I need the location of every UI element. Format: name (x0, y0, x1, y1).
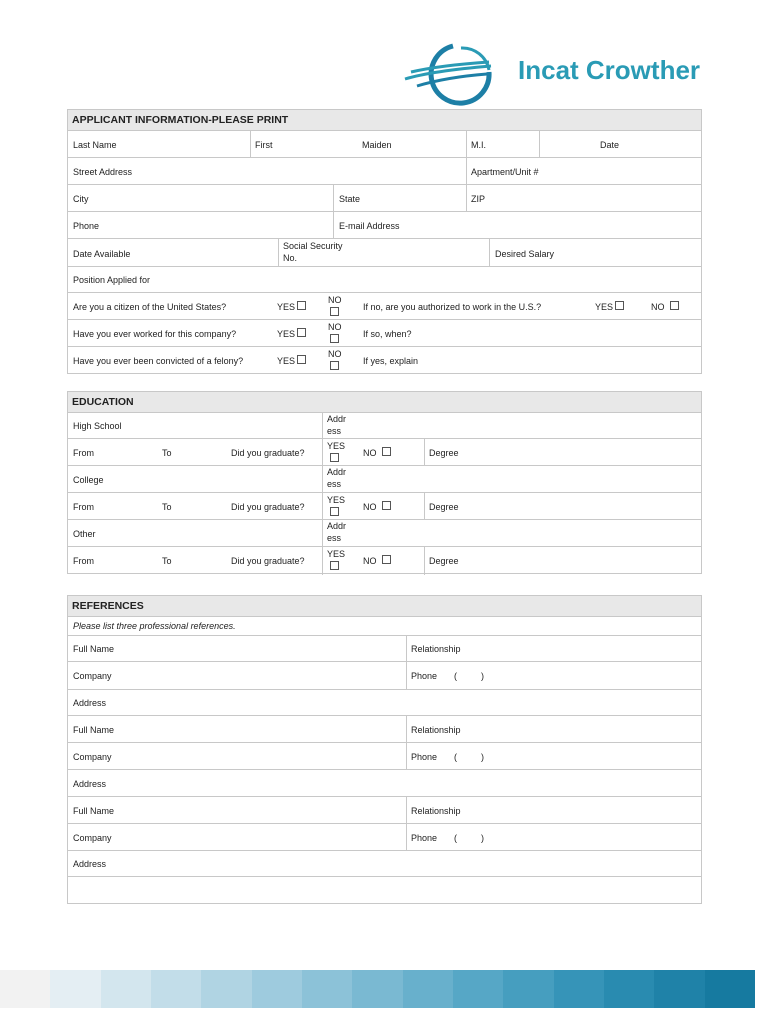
ref3-address-row (68, 851, 701, 877)
ref1-company-label: Company (73, 671, 112, 681)
availability-row (68, 239, 701, 267)
citizen-row (68, 293, 701, 320)
ref3-address-blank-row (68, 877, 701, 905)
ref1-address-label: Address (73, 698, 107, 708)
ref3-phone-paren-open: ( (454, 833, 457, 843)
footer-color-block (604, 970, 655, 1008)
date-available-label: Date Available (73, 249, 131, 259)
hs-no-label: NO (363, 448, 377, 458)
hs-graduate-question: Did you graduate? (231, 448, 305, 458)
references-section-title: REFERENCES (68, 596, 701, 617)
ref2-phone-paren-open: ( (454, 752, 457, 762)
street-row (68, 158, 701, 185)
ref2-name-row (68, 716, 701, 743)
worked-row (68, 320, 701, 347)
other-yes-checkbox[interactable] (330, 561, 339, 570)
worked-yes-checkbox[interactable] (297, 328, 306, 337)
when-question: If so, when? (363, 329, 412, 339)
email-label: E-mail Address (339, 221, 400, 231)
college-no-label: NO (363, 502, 377, 512)
college-label: College (73, 475, 104, 485)
ssn-label-line1: Social Security (283, 241, 343, 251)
last-name-label: Last Name (73, 140, 117, 150)
citizen-no-label: NO (328, 295, 342, 305)
citizen-yes-label: YES (277, 302, 296, 312)
position-row (68, 267, 701, 293)
felony-yes-label: YES (277, 356, 296, 366)
explain-label: If yes, explain (363, 356, 419, 366)
ref2-phone-paren-close: ) (481, 752, 484, 762)
ref3-relationship-label: Relationship (411, 806, 461, 816)
company-logo (403, 42, 495, 106)
footer-color-block (0, 970, 51, 1008)
applicant-section-title: APPLICANT INFORMATION-PLEASE PRINT (68, 110, 701, 131)
other-no-checkbox[interactable] (382, 555, 391, 564)
other-yes-label: YES (327, 549, 346, 559)
ref1-address-row (68, 690, 701, 716)
other-school-label: Other (73, 529, 96, 539)
ref1-company-row (68, 662, 701, 690)
hs-no-checkbox[interactable] (382, 447, 391, 456)
college-degree-label: Degree (429, 502, 459, 512)
footer-color-block (403, 970, 454, 1008)
worked-no-checkbox[interactable] (330, 334, 339, 343)
maiden-label: Maiden (362, 140, 392, 150)
worked-yes-label: YES (277, 329, 296, 339)
ref3-phone-paren-close: ) (481, 833, 484, 843)
authorized-question: If no, are you authorized to work in the U.S.? (363, 302, 542, 312)
college-to-label: To (162, 502, 172, 512)
footer-color-block (101, 970, 152, 1008)
high-school-dates-row (68, 439, 701, 466)
citizen-question: Are you a citizen of the United States? (73, 302, 227, 312)
high-school-label: High School (73, 421, 122, 431)
ref3-phone-label: Phone (411, 833, 438, 843)
college-row (68, 466, 701, 493)
city-row (68, 185, 701, 212)
references-note: Please list three professional references. (73, 621, 236, 631)
felony-no-checkbox[interactable] (330, 361, 339, 370)
footer-color-block (554, 970, 605, 1008)
felony-question: Have you ever been convicted of a felony? (73, 356, 244, 366)
other-address-label-1: Addr (327, 521, 347, 531)
hs-from-label: From (73, 448, 94, 458)
middle-initial-label: M.I. (471, 140, 486, 150)
worked-question: Have you ever worked for this company? (73, 329, 237, 339)
footer-color-block (302, 970, 353, 1008)
college-yes-checkbox[interactable] (330, 507, 339, 516)
authorized-yes-label: YES (595, 302, 614, 312)
college-address-label-2: ess (327, 479, 342, 489)
footer-color-block (151, 970, 202, 1008)
footer-color-block (503, 970, 554, 1008)
brand-name: Incat Crowther (518, 55, 701, 85)
college-graduate-question: Did you graduate? (231, 502, 305, 512)
education-section (67, 391, 702, 574)
ssn-label-line2: No. (283, 253, 298, 263)
other-address-label-2: ess (327, 533, 342, 543)
ref1-phone-paren-open: ( (454, 671, 457, 681)
references-section (67, 595, 702, 904)
felony-no-label: NO (328, 349, 342, 359)
zip-label: ZIP (471, 194, 486, 204)
ref1-full-name-label: Full Name (73, 644, 115, 654)
logo-emblem-icon (403, 42, 495, 106)
desired-salary-label: Desired Salary (495, 249, 555, 259)
ref3-company-label: Company (73, 833, 112, 843)
ref3-company-row (68, 824, 701, 851)
college-dates-row (68, 493, 701, 520)
footer-color-block (654, 970, 705, 1008)
citizen-yes-checkbox[interactable] (297, 301, 306, 310)
other-graduate-question: Did you graduate? (231, 556, 305, 566)
name-row (68, 131, 701, 158)
college-from-label: From (73, 502, 94, 512)
ref2-address-row (68, 770, 701, 797)
ref3-name-row (68, 797, 701, 824)
ref3-full-name-label: Full Name (73, 806, 115, 816)
other-to-label: To (162, 556, 172, 566)
first-name-label: First (255, 140, 273, 150)
date-label: Date (600, 140, 620, 150)
other-degree-label: Degree (429, 556, 459, 566)
street-address-label: Street Address (73, 167, 133, 177)
footer-color-block (705, 970, 756, 1008)
other-school-row (68, 520, 701, 547)
other-no-label: NO (363, 556, 377, 566)
ref1-phone-paren-close: ) (481, 671, 484, 681)
ref2-relationship-label: Relationship (411, 725, 461, 735)
ref2-company-label: Company (73, 752, 112, 762)
city-label: City (73, 194, 89, 204)
high-school-row (68, 413, 701, 439)
worked-no-label: NO (328, 322, 342, 332)
high-school-address-label-1: Addr (327, 414, 347, 424)
footer-color-block (201, 970, 252, 1008)
footer-color-block (252, 970, 303, 1008)
felony-row (68, 347, 701, 375)
other-dates-row (68, 547, 701, 575)
hs-degree-label: Degree (429, 448, 459, 458)
ref1-relationship-label: Relationship (411, 644, 461, 654)
phone-label: Phone (73, 221, 100, 231)
hs-yes-checkbox[interactable] (330, 453, 339, 462)
education-section-title: EDUCATION (68, 392, 701, 413)
position-applied-label: Position Applied for (73, 275, 151, 285)
apartment-label: Apartment/Unit # (471, 167, 539, 177)
ref2-address-label: Address (73, 779, 107, 789)
college-address-label-1: Addr (327, 467, 347, 477)
authorized-no-label: NO (651, 302, 665, 312)
ref2-full-name-label: Full Name (73, 725, 115, 735)
footer-color-block (453, 970, 504, 1008)
footer-color-block (352, 970, 403, 1008)
phone-row (68, 212, 701, 239)
footer-color-block (50, 970, 101, 1008)
other-from-label: From (73, 556, 94, 566)
citizen-no-checkbox[interactable] (330, 307, 339, 316)
hs-to-label: To (162, 448, 172, 458)
ref3-address-label: Address (73, 859, 107, 869)
ref2-phone-label: Phone (411, 752, 438, 762)
ref2-company-row (68, 743, 701, 770)
authorized-no-checkbox[interactable] (670, 301, 679, 310)
ref1-name-row (68, 636, 701, 662)
state-label: State (339, 194, 361, 204)
college-yes-label: YES (327, 495, 346, 505)
ref1-phone-label: Phone (411, 671, 438, 681)
references-note-row (68, 617, 701, 636)
hs-yes-label: YES (327, 441, 346, 451)
felony-yes-checkbox[interactable] (297, 355, 306, 364)
high-school-address-label-2: ess (327, 426, 342, 436)
authorized-yes-checkbox[interactable] (615, 301, 624, 310)
applicant-section (67, 109, 702, 374)
college-no-checkbox[interactable] (382, 501, 391, 510)
